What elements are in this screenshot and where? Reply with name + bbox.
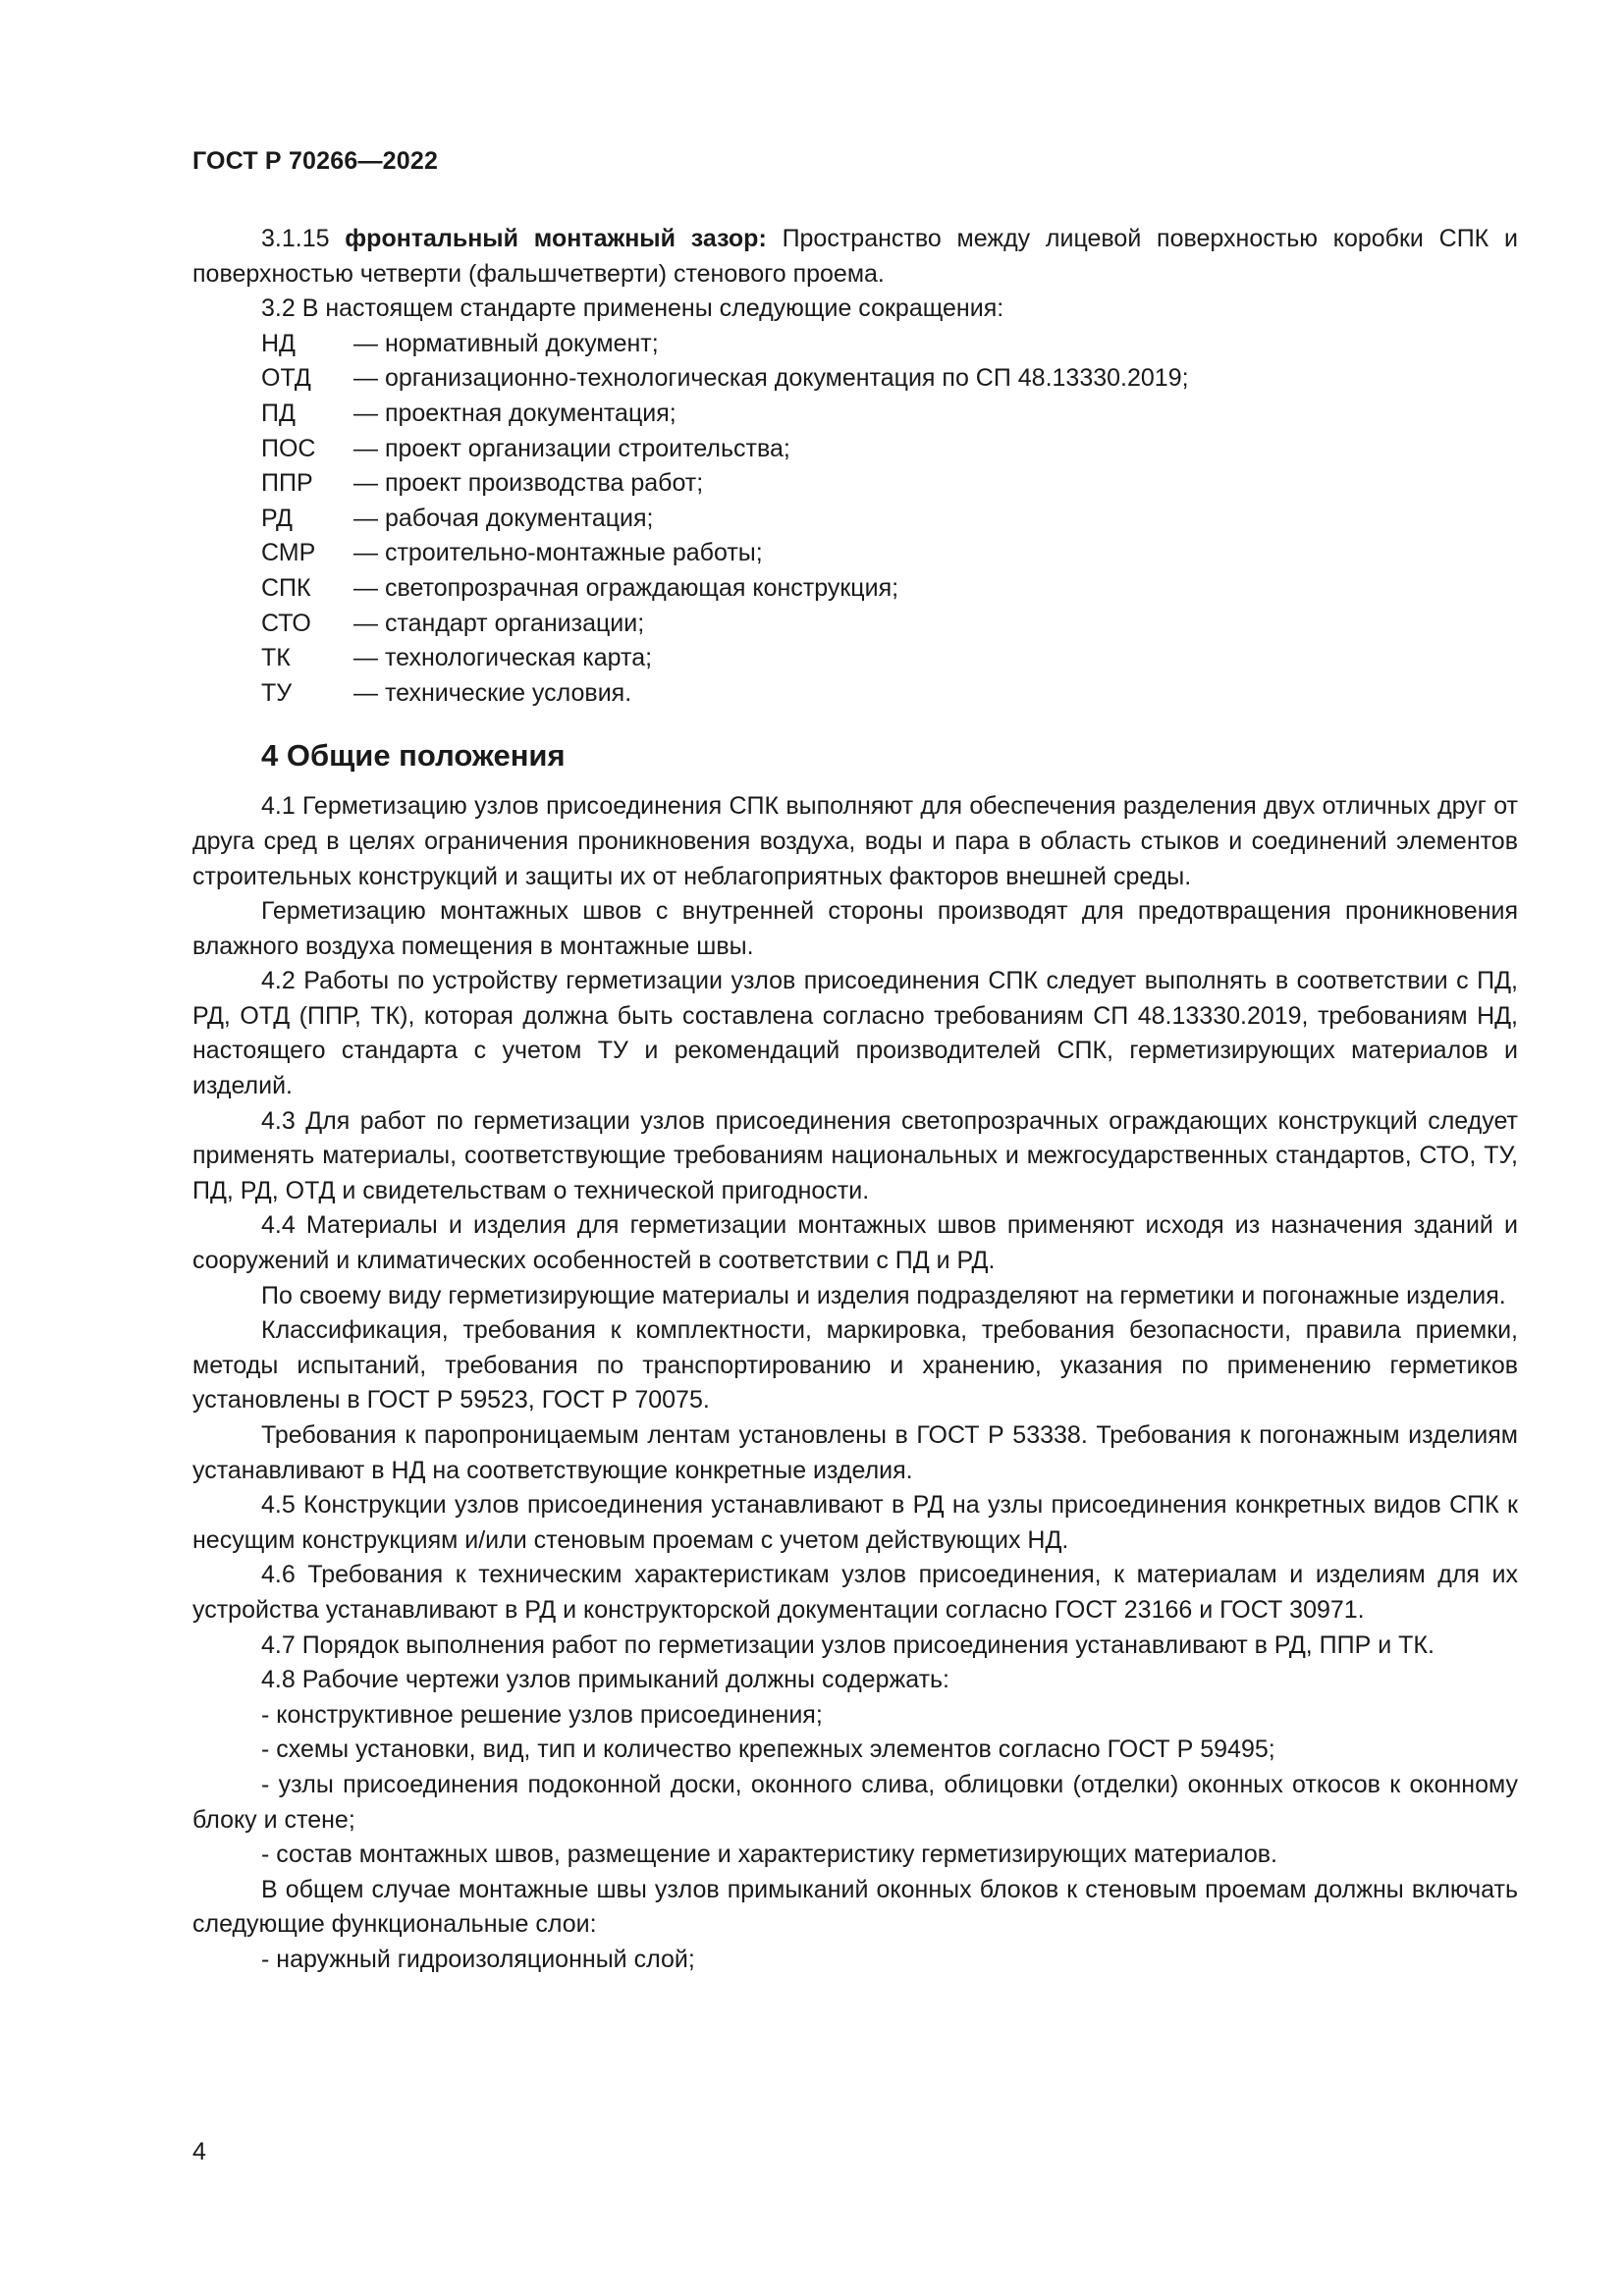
abbreviation-definition: — строительно-монтажные работы;: [353, 539, 763, 567]
page-content: [192, 222, 1518, 1978]
abbreviation-definition: — стандарт организации;: [353, 609, 645, 637]
abbreviation-definition: — проект организации строительства;: [353, 434, 790, 462]
abbreviation-row: [192, 676, 1518, 712]
term-name: фронтальный монтажный зазор:: [345, 225, 767, 252]
abbreviation-definition: — проект производства работ;: [353, 469, 704, 498]
abbreviation-row: [192, 536, 1518, 571]
paragraph: 4.2 Работы по устройству герметизации узлов присоединения СПК следует выполнять в соответствии с ПД, РД, ОТД (ППР, ТК), которая должна быть составлена согласно требованиям СП 48.13330.2019, требованиям НД, настоящего стандарта с учетом ТУ и рекомендаций производителей СПК, герметизирующих материалов и изделий.: [192, 967, 1518, 1100]
paragraph: 4.5 Конструкции узлов присоединения устанавливают в РД на узлы присоединения конкретных видов СПК к несущим конструкциям и/или стеновым проемам с учетом действующих НД.: [192, 1491, 1518, 1554]
abbreviations-list: [192, 327, 1518, 712]
abbreviation-definition: — технологическая карта;: [353, 644, 653, 672]
abbreviation-code: СТО: [261, 609, 311, 637]
paragraph: 4.1 Герметизацию узлов присоединения СПК выполняют для обеспечения разделения двух отличных друг от друга сред в целях ограничения проникновения воздуха, воды и пара в область стыков и соединений элементов строительных конструкций и защиты их от неблагоприятных факторов внешней среды.: [192, 792, 1518, 890]
term-3-1-15: [192, 222, 1518, 292]
list-item: - состав монтажных швов, размещение и характеристику герметизирующих материалов.: [261, 1841, 1277, 1869]
paragraph: По своему виду герметизирующие материалы и изделия подразделяют на герметики и погонажные изделия.: [261, 1281, 1506, 1309]
paragraph: Классификация, требования к комплектности, маркировка, требования безопасности, правила приемки, методы испытаний, требования по транспортированию и хранению, указания по применению герметиков установлены в ГОСТ Р 59523, ГОСТ Р 70075.: [192, 1316, 1518, 1415]
term-number: 3.1.15: [261, 225, 330, 252]
abbreviation-row: [192, 502, 1518, 537]
abbreviation-code: СПК: [261, 573, 311, 602]
abbreviation-code: ППР: [261, 469, 313, 498]
paragraph: 4.4 Материалы и изделия для герметизации монтажных швов применяют исходя из назначения зданий и сооружений и климатических особенностей в соответствии с ПД и РД.: [192, 1211, 1518, 1275]
section-title: 4 Общие положения: [261, 738, 566, 774]
abbreviation-code: ПОС: [261, 434, 316, 462]
paragraph: 4.6 Требования к техническим характеристикам узлов присоединения, к материалам и изделиям для их устройства устанавливают в РД и конструкторской документации согласно ГОСТ 23166 и ГОСТ 30971.: [192, 1561, 1518, 1624]
abbreviation-code: ОТД: [261, 364, 311, 393]
abbreviation-row: [192, 571, 1518, 607]
abbreviation-row: [192, 466, 1518, 502]
abbreviation-row: [192, 327, 1518, 362]
abbreviation-definition: — светопрозрачная ограждающая конструкция;: [353, 573, 899, 602]
abbreviation-definition: — проектная документация;: [353, 399, 677, 427]
list-item: - схемы установки, вид, тип и количество крепежных элементов согласно ГОСТ Р 59495;: [261, 1735, 1275, 1764]
abbreviation-code: НД: [261, 329, 296, 357]
paragraph: 4.8 Рабочие чертежи узлов примыканий должны содержать:: [261, 1666, 949, 1694]
paragraph: Требования к паропроницаемым лентам установлены в ГОСТ Р 53338. Требования к погонажным изделиям устанавливают в НД на соответствующие конкретные изделия.: [192, 1421, 1518, 1484]
paragraph: 4.3 Для работ по герметизации узлов присоединения светопрозрачных ограждающих конструкций следует применять материалы, соответствующие требованиям национальных и межгосударственных стандартов, СТО, ТУ, ПД, РД, ОТД и свидетельствам о технической пригодности.: [192, 1106, 1518, 1204]
abbreviation-row: [192, 641, 1518, 676]
abbreviation-definition: — нормативный документ;: [353, 329, 659, 357]
abbreviation-definition: — технические условия.: [353, 678, 632, 707]
paragraph: В общем случае монтажные швы узлов примыканий оконных блоков к стеновым проемам должны включать следующие функциональные слои:: [192, 1875, 1518, 1939]
abbreviation-code: ПД: [261, 399, 296, 427]
term-definition: Пространство между лицевой поверхностью коробки СПК и поверхностью четверти (фальшчетверти) стенового проема.: [192, 225, 1518, 288]
abbreviation-definition: — организационно-технологическая документация по СП 48.13330.2019;: [353, 364, 1189, 393]
abbreviations-intro: 3.2 В настоящем стандарте применены следующие сокращения:: [261, 294, 1004, 323]
abbreviation-row: [192, 432, 1518, 467]
abbreviation-row: [192, 397, 1518, 432]
paragraph: Герметизацию монтажных швов с внутренней стороны производят для предотвращения проникновения влажного воздуха помещения в монтажные швы.: [192, 897, 1518, 960]
paragraph: 4.7 Порядок выполнения работ по герметизации узлов присоединения устанавливают в РД, ППР и ТК.: [261, 1630, 1435, 1659]
page-number: 4: [192, 2138, 206, 2165]
abbreviation-code: РД: [261, 504, 293, 532]
abbreviation-row: [192, 361, 1518, 397]
abbreviation-row: [192, 607, 1518, 642]
abbreviation-code: ТК: [261, 644, 291, 672]
list-item: - узлы присоединения подоконной доски, оконного слива, облицовки (отделки) оконных откосов к оконному блоку и стене;: [192, 1770, 1518, 1834]
standard-code-header: ГОСТ Р 70266—2022: [192, 147, 439, 175]
list-item: - наружный гидроизоляционный слой;: [261, 1945, 695, 1973]
abbreviation-code: ТУ: [261, 678, 293, 707]
abbreviation-code: СМР: [261, 539, 316, 567]
abbreviation-definition: — рабочая документация;: [353, 504, 654, 532]
list-item: - конструктивное решение узлов присоединения;: [261, 1700, 823, 1729]
